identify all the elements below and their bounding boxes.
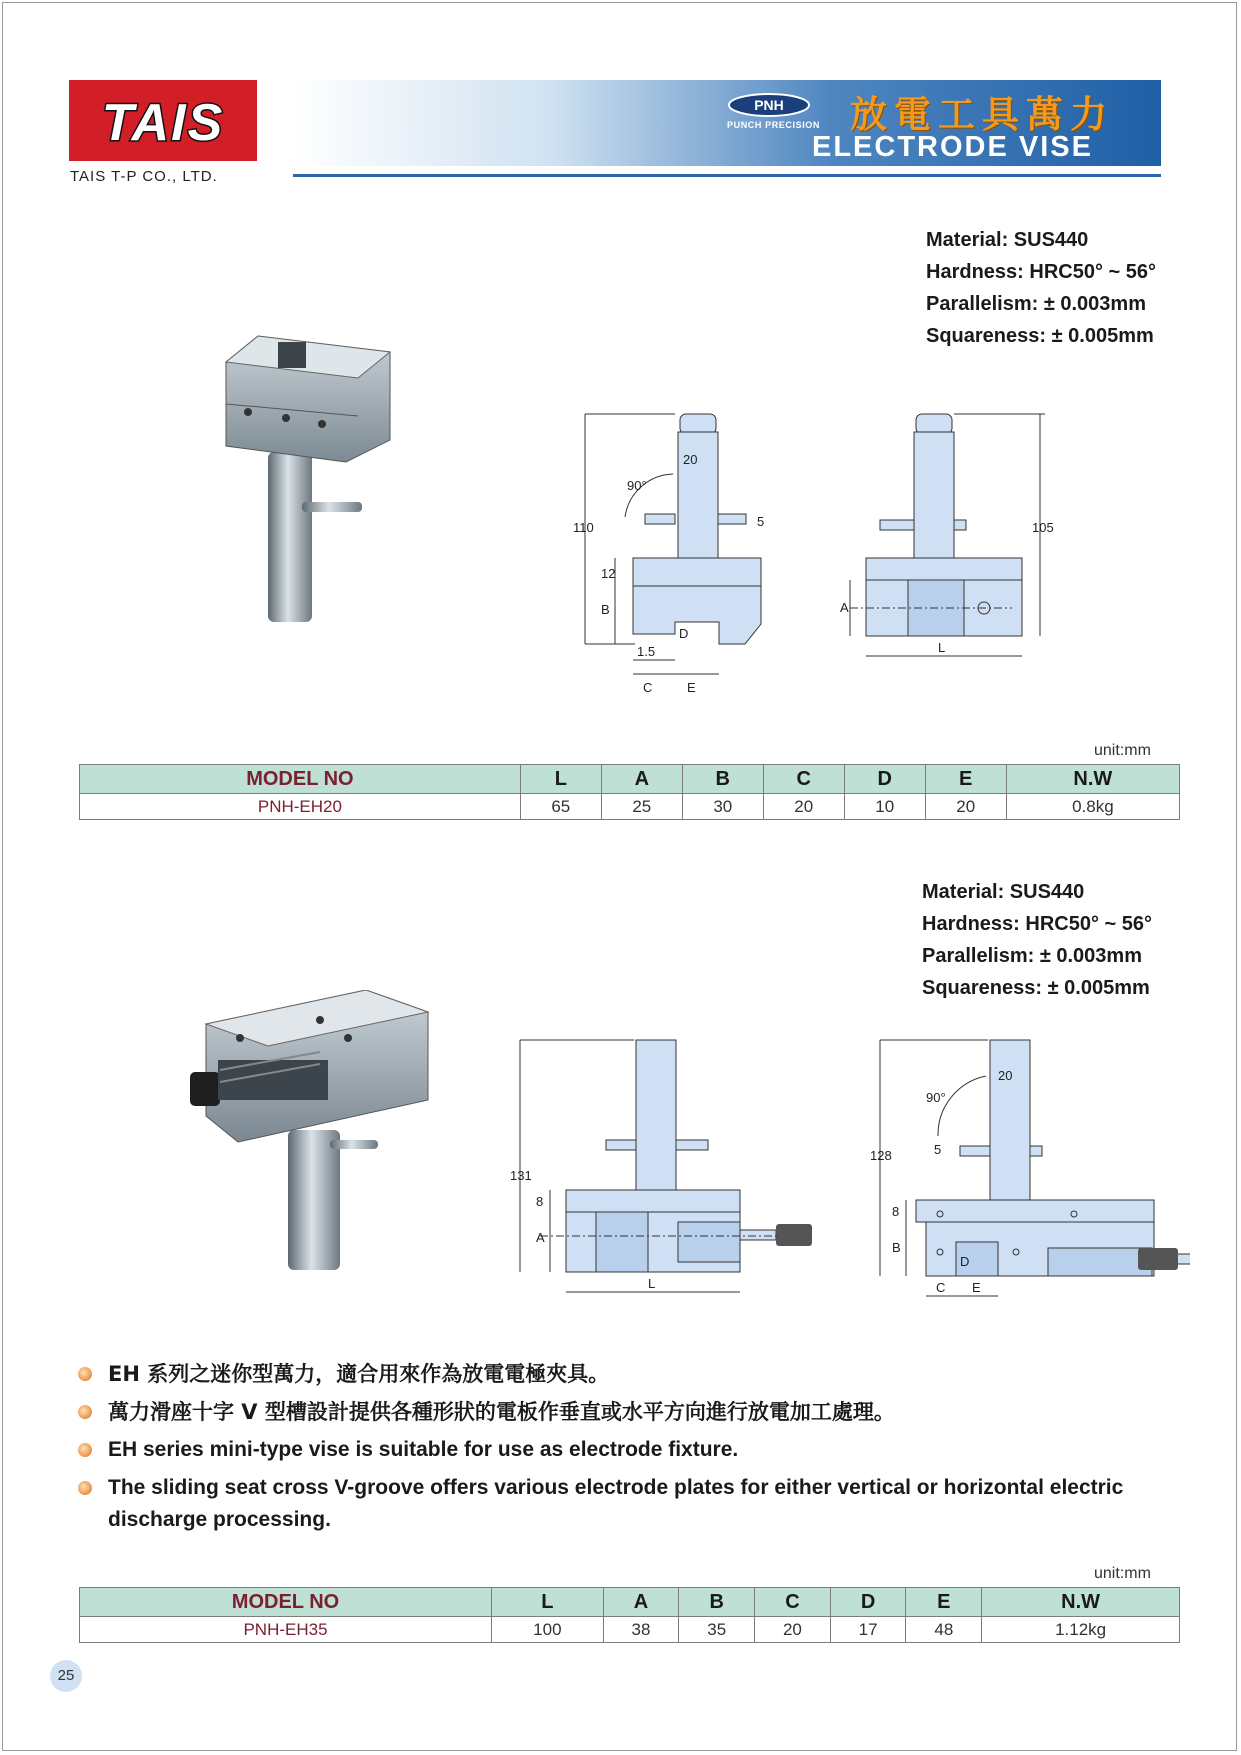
dim-h128: 128 [870,1148,892,1163]
cell-l: 100 [492,1617,604,1643]
bullet-icon [78,1443,92,1457]
dim-e: E [687,680,696,695]
cell-e: 20 [925,794,1006,820]
header-c: C [755,1588,831,1617]
pnh-badge [727,92,811,118]
cell-b: 30 [682,794,763,820]
cell-model: PNH-EH20 [80,794,521,820]
dim-angle: 90° [926,1090,946,1105]
header-a: A [601,765,682,794]
dim-c: C [643,680,653,695]
cell-b: 35 [679,1617,755,1643]
company-name: TAIS T-P CO., LTD. [70,168,218,185]
dim-l: L [648,1276,656,1291]
squareness-spec: Squareness: ± 0.005mm [926,325,1154,347]
list-item: 萬力滑座十字 V 型槽設計提供各種形狀的電板作垂直或水平方向進行放電加工處理。 [78,1396,1188,1428]
list-item: The sliding seat cross V-groove offers various electrode plates for either vertical or horizontal electric discharge processing. [78,1472,1188,1536]
chinese-title: 放電工具萬力 [850,93,1114,136]
unit-label-1: unit:mm [1094,742,1151,759]
dim-h8b: 8 [892,1204,900,1219]
product2-front-drawing [510,1030,840,1315]
header-model: MODEL NO [80,1588,492,1617]
material-spec: Material: SUS440 [926,229,1089,251]
dim-t15: 1.5 [637,644,656,659]
dim-d: D [960,1254,970,1269]
dim-h12: 12 [601,566,616,581]
dim-c: C [936,1280,946,1295]
cell-e: 48 [906,1617,982,1643]
svg-text:TAIS: TAIS [101,94,225,152]
product2-specs [922,876,1152,1004]
cell-nw: 0.8kg [1006,794,1179,820]
header-l: L [520,765,601,794]
dim-h131: 131 [510,1168,532,1183]
cell-d: 17 [830,1617,906,1643]
parallelism-spec: Parallelism: ± 0.003mm [926,293,1146,315]
product1-photo [218,332,398,637]
list-item: EH series mini-type vise is suitable for use as electrode fixture. [78,1434,1188,1466]
cell-model: PNH-EH35 [80,1617,492,1643]
dim-a: A [536,1230,545,1245]
dim-b: B [601,602,610,617]
spec-table-2 [79,1587,1180,1643]
dim-w20: 20 [998,1068,1013,1083]
punch-precision-label: PUNCH PRECISION [727,120,821,130]
cell-c: 20 [755,1617,831,1643]
tais-logo [69,80,257,161]
bullet-icon [78,1367,92,1381]
dim-d: D [679,626,689,641]
pnh-brand-text: PNH [754,97,784,113]
cell-a: 25 [601,794,682,820]
dim-h110: 110 [573,520,594,535]
table-row [80,794,1180,820]
header-c: C [763,765,844,794]
header-d: D [844,765,925,794]
bullet-icon [78,1481,92,1495]
product1-front-drawing [565,402,785,707]
header-b: B [682,765,763,794]
cell-nw: 1.12kg [982,1617,1180,1643]
dim-w20: 20 [683,452,698,467]
dim-a: A [840,600,849,615]
dim-h105: 105 [1032,520,1054,535]
english-title: ELECTRODE VISE [812,131,1093,163]
hardness-spec: Hardness: HRC50° ~ 56° [922,913,1152,935]
feature-bullets [78,1358,1188,1542]
header-e: E [906,1588,982,1617]
unit-label-2: unit:mm [1094,1565,1151,1582]
header-a: A [603,1588,679,1617]
dim-h5: 5 [757,514,765,529]
table-row [80,1617,1180,1643]
header-d: D [830,1588,906,1617]
dim-h8: 8 [536,1194,544,1209]
dim-e: E [972,1280,981,1295]
parallelism-spec: Parallelism: ± 0.003mm [922,945,1142,967]
table-header-row [80,765,1180,794]
product2-side-drawing [860,1030,1190,1315]
squareness-spec: Squareness: ± 0.005mm [922,977,1150,999]
material-spec: Material: SUS440 [922,881,1085,903]
product2-photo [170,990,430,1285]
dim-b: B [892,1240,901,1255]
bullet-icon [78,1405,92,1419]
product1-side-drawing [840,402,1060,677]
header-nw: N.W [1006,765,1179,794]
header-nw: N.W [982,1588,1180,1617]
header-e: E [925,765,1006,794]
hardness-spec: Hardness: HRC50° ~ 56° [926,261,1156,283]
header-model: MODEL NO [80,765,521,794]
cell-a: 38 [603,1617,679,1643]
header-b: B [679,1588,755,1617]
dim-h5: 5 [934,1142,942,1157]
banner-underline [293,174,1161,177]
table-header-row [80,1588,1180,1617]
cell-d: 10 [844,794,925,820]
cell-c: 20 [763,794,844,820]
spec-table-1 [79,764,1180,820]
dim-l: L [938,640,946,655]
header-l: L [492,1588,604,1617]
dim-angle: 90° [627,478,647,493]
page-number: 25 [50,1660,82,1692]
cell-l: 65 [520,794,601,820]
list-item: EH 系列之迷你型萬力，適合用來作為放電電極夾具。 [78,1358,1188,1390]
product1-specs [926,224,1156,352]
